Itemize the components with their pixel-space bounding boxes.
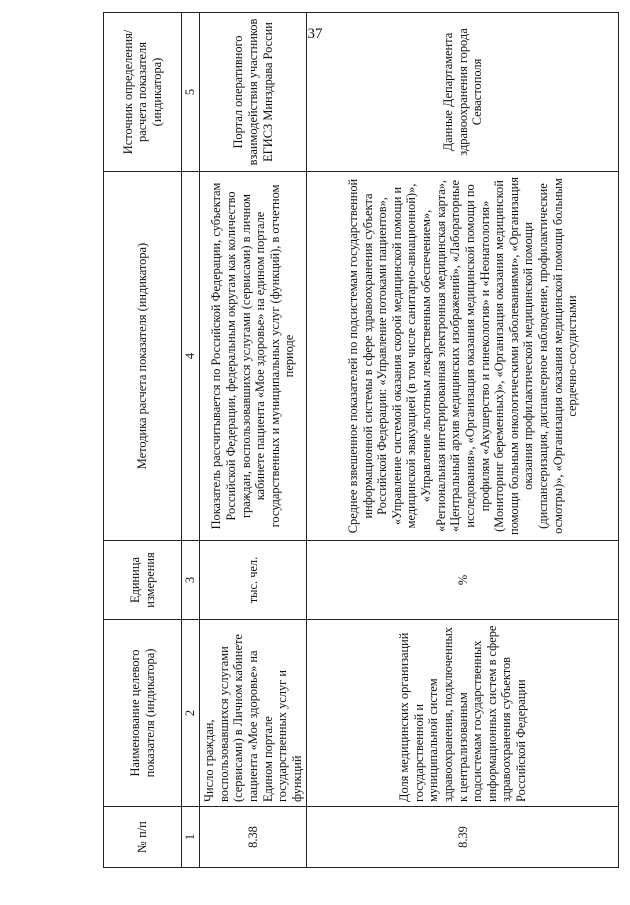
row-num: 8.39 — [307, 807, 619, 868]
header-source: Источник определения/ расчета показателя (индикатора) — [104, 13, 182, 172]
header-method: Методика расчета показателя (индикатора) — [104, 172, 182, 541]
row-unit: тыс. чел. — [200, 541, 307, 620]
table-row — [307, 13, 619, 868]
table-header-row — [104, 13, 182, 868]
col-number-2: 2 — [182, 620, 200, 807]
col-number-5: 5 — [182, 13, 200, 172]
row-indicator-name: Число граждан, воспользовавшихся услугами (сервисами) в Личном кабинете пациента «Мое здоровье» на Едином портале государственных услуг и функций — [200, 620, 307, 807]
row-num: 8.38 — [200, 807, 307, 868]
indicators-table — [103, 12, 619, 868]
page-number: 37 — [307, 26, 323, 42]
col-number-3: 3 — [182, 541, 200, 620]
column-number-row — [182, 13, 200, 868]
row-source: Данные Департамента здравоохранения города Севастополя — [307, 13, 619, 172]
header-num: № п/п — [104, 807, 182, 868]
col-number-1: 1 — [182, 807, 200, 868]
col-number-4: 4 — [182, 172, 200, 541]
row-method: Среднее взвешенное показателей по подсистемам государственной информационной системы в сфере здравоохранения субъекта Российской Федерации: «Управление потоками пациентов», «Управление системой оказания скорой медицинской помощи и медицинской эвакуацией (в том числе санитарно-авиационной)», «Управление льготным лекарственным обеспечением», «Региональная интегрированная электронная медицинская карта», «Центральный архив медицинских изображений», «Лабораторные исследования», «Организация оказания медицинской помощи по профилям «Акушерство и гинекология» и «Неонатология» (Мониторинг беременных)», «Организация оказания медицинской помощи больным онкологическими заболеваниями», «Организация оказания профилактической медицинской помощи (диспансеризация, диспансерное наблюдение, профилактические осмотры)», «Организация оказания медицинской помощи больным сердечно-сосудистыми — [307, 172, 619, 541]
row-unit: % — [307, 541, 619, 620]
row-source: Портал оперативного взаимодействия участников ЕГИСЗ Минздрава России — [200, 13, 307, 172]
header-indicator-name: Наименование целевого показателя (индикатора) — [104, 620, 182, 807]
header-unit: Единица измерения — [104, 541, 182, 620]
row-method: Показатель рассчитывается по Российской Федерации, субъектам Российской Федерации, федеральным округам как количество граждан, воспользовавшихся услугами (сервисами) в личном кабинете пациента «Мое здоровье» на едином портале государственных и муниципальных услуг (функций), в отчетном периоде — [200, 172, 307, 541]
row-indicator-name: Доля медицинских организаций государственной и муниципальной систем здравоохранения, подключенных к централизованным подсистемам государственных информационных систем в сфере здравоохранения субъектов Российской Федерации — [307, 620, 619, 807]
table-row — [200, 13, 307, 868]
